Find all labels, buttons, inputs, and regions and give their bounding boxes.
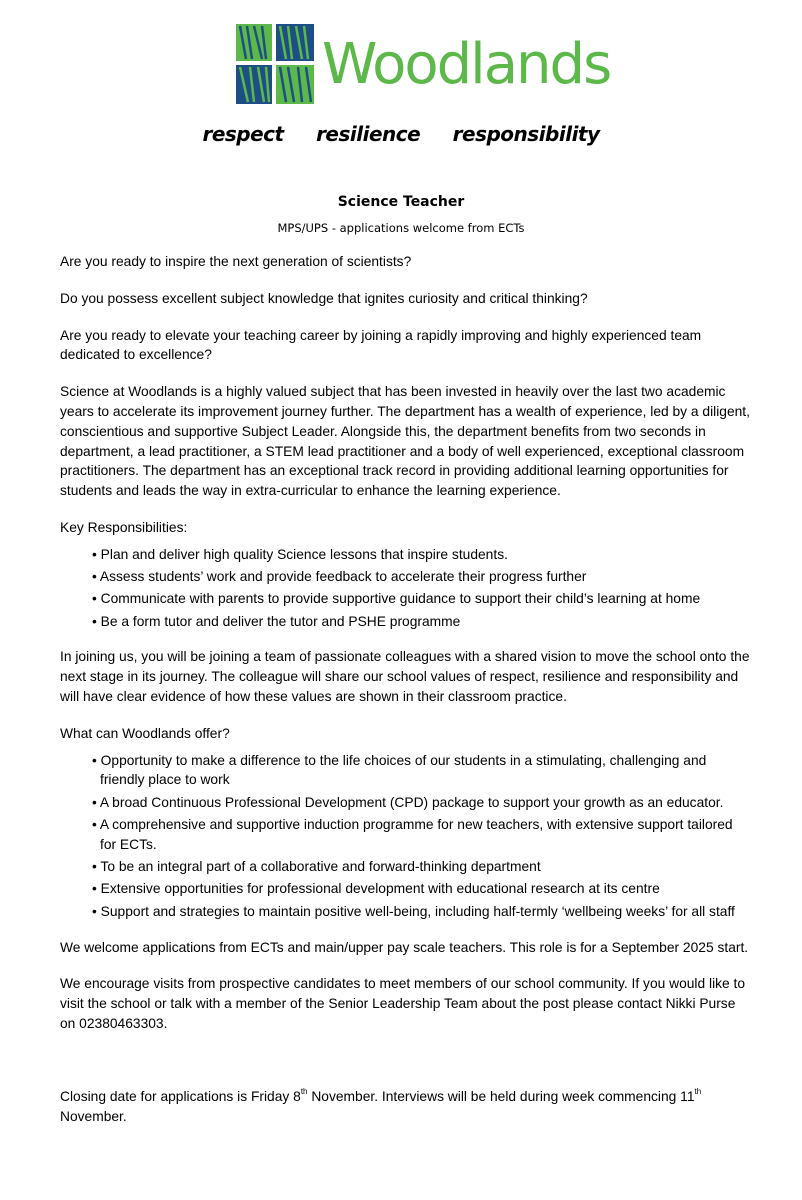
offers-list [60,751,750,922]
ordinal-suffix: th [694,1086,702,1096]
motto-word: responsibility [452,122,600,146]
intro-paragraph: Are you ready to elevate your teaching career by joining a rapidly improving and highly experienced team dedicated to excellence? [60,327,702,363]
list-item: • Opportunity to make a difference to the life choices of our students in a stimulating, challenging and friendly place to work [86,751,750,791]
joining-paragraph: In joining us, you will be joining a team of passionate colleagues with a shared vision to move the school onto the next stage in its journey. The colleague will share our school values of respect, resilience and responsibility and will have clear evidence of how these values are shown in their classroom practice. [60,649,750,705]
list-item: • To be an integral part of a collaborative and forward-thinking department [86,857,750,877]
list-item: • Assess students’ work and provide feedback to accelerate their progress further [86,567,750,587]
visit-paragraph: We encourage visits from prospective candidates to meet members of our school community. If you would like to visit the school or talk with a member of the Senior Leadership Team about the post please contact Nikki Purse on 02380463303. [60,976,746,1031]
motto-word: respect [202,122,284,146]
welcome-paragraph: We welcome applications from ECTs and main/upper pay scale teachers. This role is for a September 2025 start. [60,939,749,955]
school-motto [0,122,802,146]
intro-paragraph: Are you ready to inspire the next generation of scientists? [60,254,412,269]
list-item: • Communicate with parents to provide supportive guidance to support their child’s learning at home [86,589,750,609]
responsibilities-list [60,545,750,632]
list-item: • Plan and deliver high quality Science lessons that inspire students. [86,545,750,565]
closing-paragraph [60,1087,750,1127]
closing-text: November. [60,1108,127,1124]
list-item: • Be a form tutor and deliver the tutor and PSHE programme [86,612,750,632]
responsibilities-heading: Key Responsibilities: [60,519,188,535]
list-item: • A broad Continuous Professional Development (CPD) package to support your growth as an educator. [86,793,750,813]
job-subtitle: MPS/UPS - applications welcome from ECTs [277,221,525,235]
logo-mark-icon [236,24,314,104]
intro-paragraph: Do you possess excellent subject knowledge that ignites curiosity and critical thinking? [60,290,588,306]
list-item: • Extensive opportunities for professional development with educational research at its centre [86,879,750,899]
job-title: Science Teacher [337,194,465,210]
closing-text: Closing date for applications is Friday 8 [60,1088,301,1104]
closing-text: November. Interviews will be held during week commencing 11 [307,1088,695,1104]
motto-word: resilience [316,122,421,146]
list-item: • A comprehensive and supportive induction programme for new teachers, with extensive support tailored for ECTs. [86,815,750,855]
intro-paragraph: Science at Woodlands is a highly valued subject that has been invested in heavily over the last two academic years to accelerate its improvement journey further. The department has a wealth of experience, led by a diligent, conscientious and supportive Subject Leader. Alongside this, the department benefits from two seconds in department, a lead practitioner, a STEM lead practitioner and a body of well experienced, exceptional classroom practitioners. The department has an exceptional track record in providing additional learning opportunities for students and leads the way in extra-curricular to enhance the learning experience. [60,384,750,499]
offer-heading: What can Woodlands offer? [60,725,230,741]
logo-wordmark: Woodlands [322,32,611,97]
list-item: • Support and strategies to maintain positive well-being, including half-termly ‘wellbeing weeks’ for all staff [86,902,750,922]
advert-body [60,252,750,1143]
woodlands-logo [236,24,611,104]
ordinal-suffix: th [300,1086,308,1096]
